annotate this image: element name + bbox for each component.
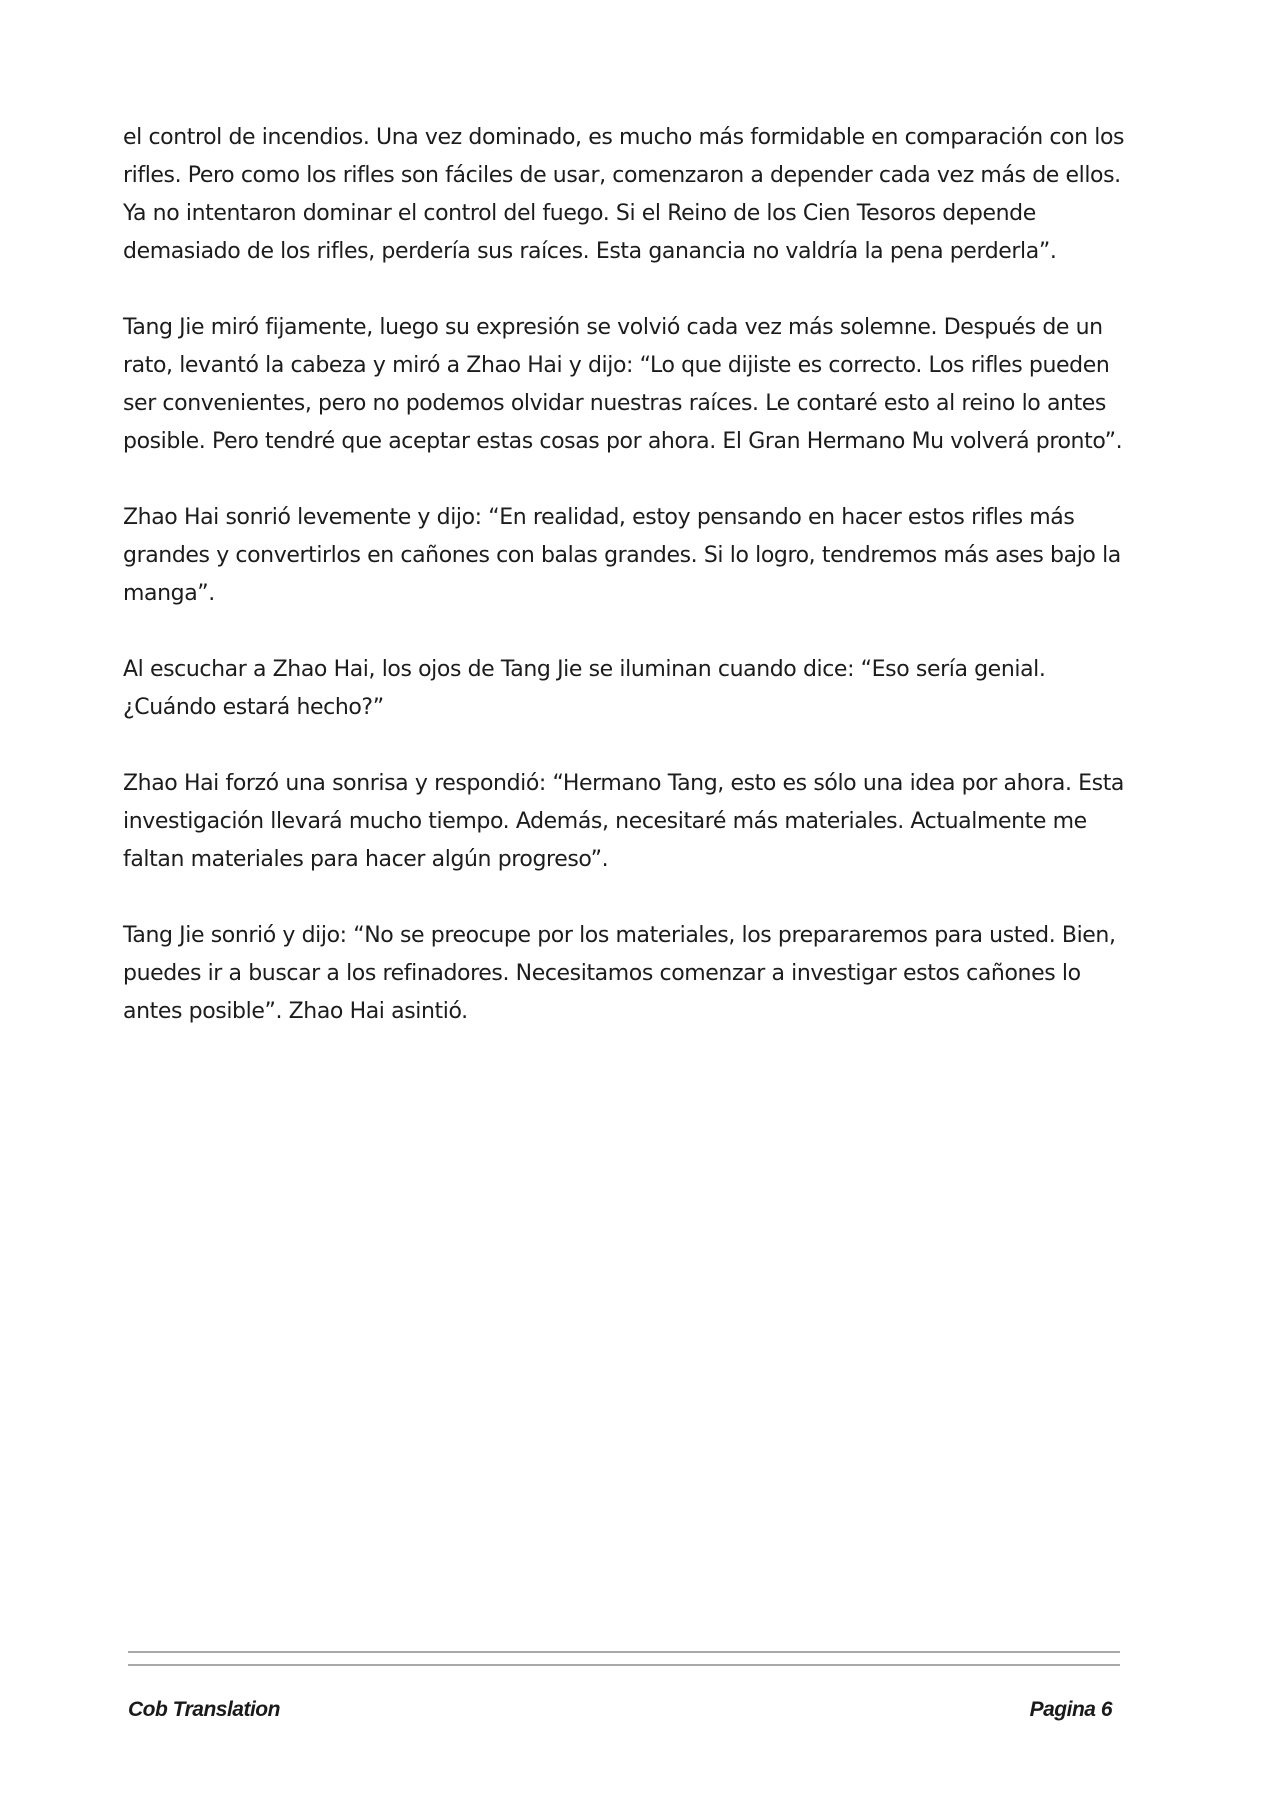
paragraph: Tang Jie miró fijamente, luego su expresión se volvió cada vez más solemne. Después de un rato, levantó la cabeza y miró a Zhao Hai y dijo: “Lo que dijiste es correcto. Los rifles pueden ser convenientes, pero no podemos olvidar nuestras raíces. Le contaré esto al reino lo antes posible. Pero tendré que aceptar estas cosas por ahora. El Gran Hermano Mu volverá pronto”. — [123, 315, 1123, 454]
body-text — [123, 119, 1128, 1069]
footer-divider — [128, 1651, 1120, 1666]
paragraph: Zhao Hai forzó una sonrisa y respondió: “Hermano Tang, esto es sólo una idea por ahora. Esta investigación llevará mucho tiempo. Además, necesitaré más materiales. Actualmente me faltan materiales para hacer algún progreso”. — [123, 771, 1125, 872]
paragraph: el control de incendios. Una vez dominado, es mucho más formidable en comparación con los rifles. Pero como los rifles son fáciles de usar, comenzaron a depender cada vez más de ellos. Ya no intentaron dominar el control del fuego. Si el Reino de los Cien Tesoros depende demasiado de los rifles, perdería sus raíces. Esta ganancia no valdría la pena perderla”. — [123, 125, 1125, 264]
paragraph: Zhao Hai sonrió levemente y dijo: “En realidad, estoy pensando en hacer estos rifles más grandes y convertirlos en cañones con balas grandes. Si lo logro, tendremos más ases bajo la manga”. — [123, 505, 1121, 606]
paragraph: Al escuchar a Zhao Hai, los ojos de Tang Jie se iluminan cuando dice: “Eso sería genial. ¿Cuándo estará hecho?” — [123, 657, 1046, 720]
paragraph: Tang Jie sonrió y dijo: “No se preocupe por los materiales, los prepararemos para usted. Bien, puedes ir a buscar a los refinadores. Necesitamos comenzar a investigar estos cañones lo antes posible”. Zhao Hai asintió. — [123, 923, 1116, 1024]
footer-rule-bottom — [128, 1664, 1120, 1666]
footer-rule-top — [128, 1651, 1120, 1653]
footer-translator-credit: Cob Translation — [128, 1698, 280, 1721]
footer-page-number: Pagina 6 — [1029, 1698, 1112, 1721]
